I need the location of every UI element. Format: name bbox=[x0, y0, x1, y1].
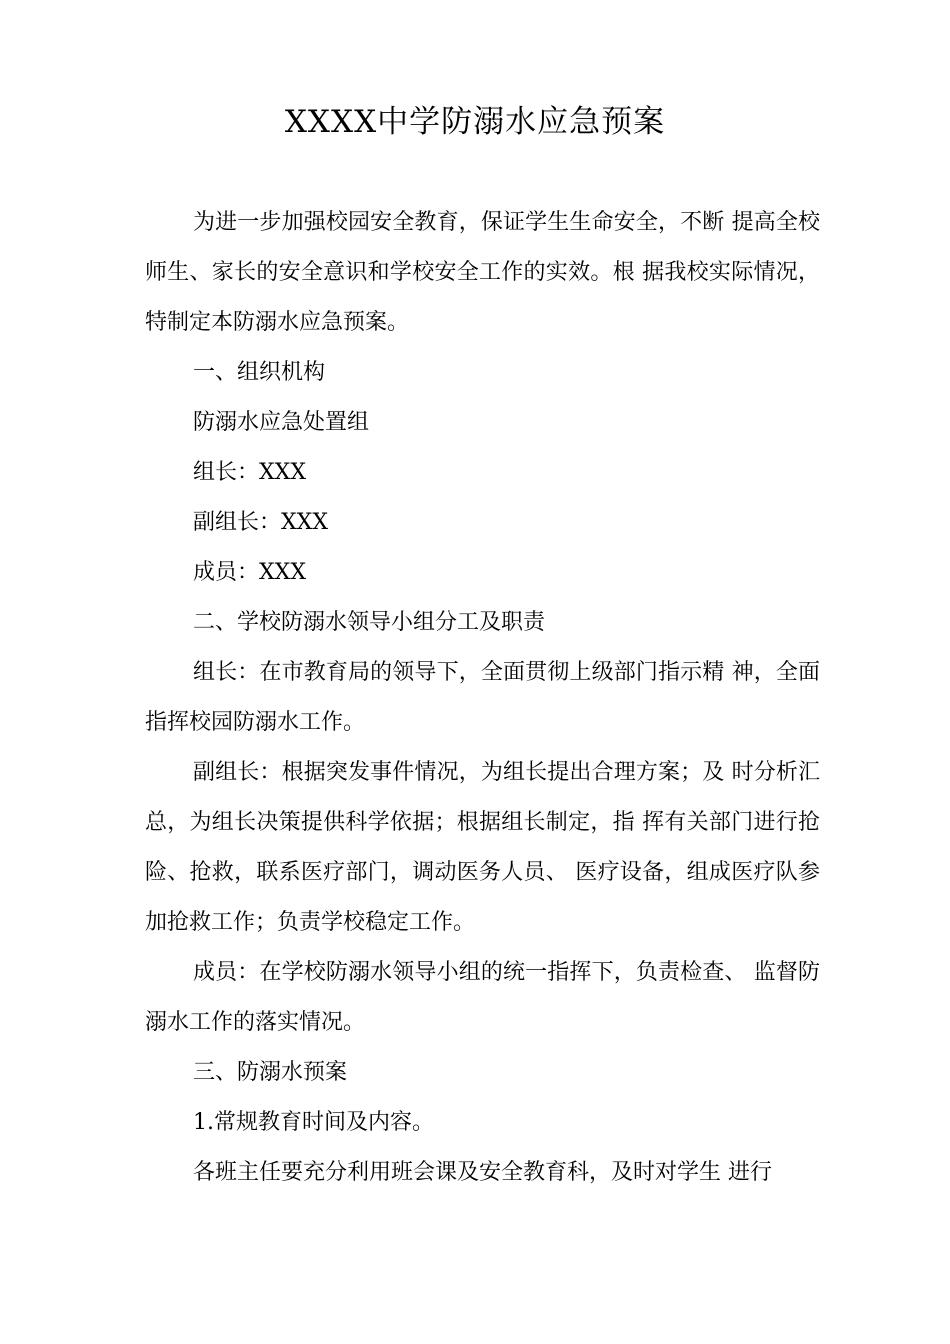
document-title: XXXX中学防溺水应急预案 bbox=[284, 104, 666, 140]
members-line: 成员：XXX bbox=[193, 560, 306, 585]
education-paragraph: 各班主任要充分利用班会课及安全教育科，及时对学生 进行 bbox=[193, 1160, 772, 1185]
group-leader-line: 组长：XXX bbox=[193, 460, 306, 485]
document-body bbox=[145, 198, 820, 1198]
section-heading-plan: 三、防溺水预案 bbox=[193, 1060, 348, 1085]
section-heading-organization: 一、组织机构 bbox=[193, 360, 326, 385]
subsection-heading-education: 1.常规教育时间及内容。 bbox=[193, 1110, 434, 1135]
deputy-duty-paragraph: 副组长：根据突发事件情况，为组长提出合理方案；及 时分析汇总，为组长决策提供科学依据；根据组长制定，指 挥有关部门进行抢险、抢救，联系医疗部门，调动医务人员、 医疗设备，组成医疗队参加抢救工作；负责学校稳定工作。 bbox=[145, 760, 820, 935]
intro-paragraph: 为进一步加强校园安全教育，保证学生生命安全，不断 提高全校师生、家长的安全意识和学校安全工作的实效。根 据我校实际情况，特制定本防溺水应急预案。 bbox=[145, 210, 820, 335]
group-name: 防溺水应急处置组 bbox=[193, 410, 370, 435]
leader-duty-paragraph: 组长：在市教育局的领导下，全面贯彻上级部门指示精 神，全面指挥校园防溺水工作。 bbox=[145, 660, 820, 735]
section-heading-duties: 二、学校防溺水领导小组分工及职责 bbox=[193, 610, 546, 635]
deputy-leader-line: 副组长：XXX bbox=[193, 510, 328, 535]
member-duty-paragraph: 成员：在学校防溺水领导小组的统一指挥下，负责检查、 监督防溺水工作的落实情况。 bbox=[145, 960, 820, 1035]
